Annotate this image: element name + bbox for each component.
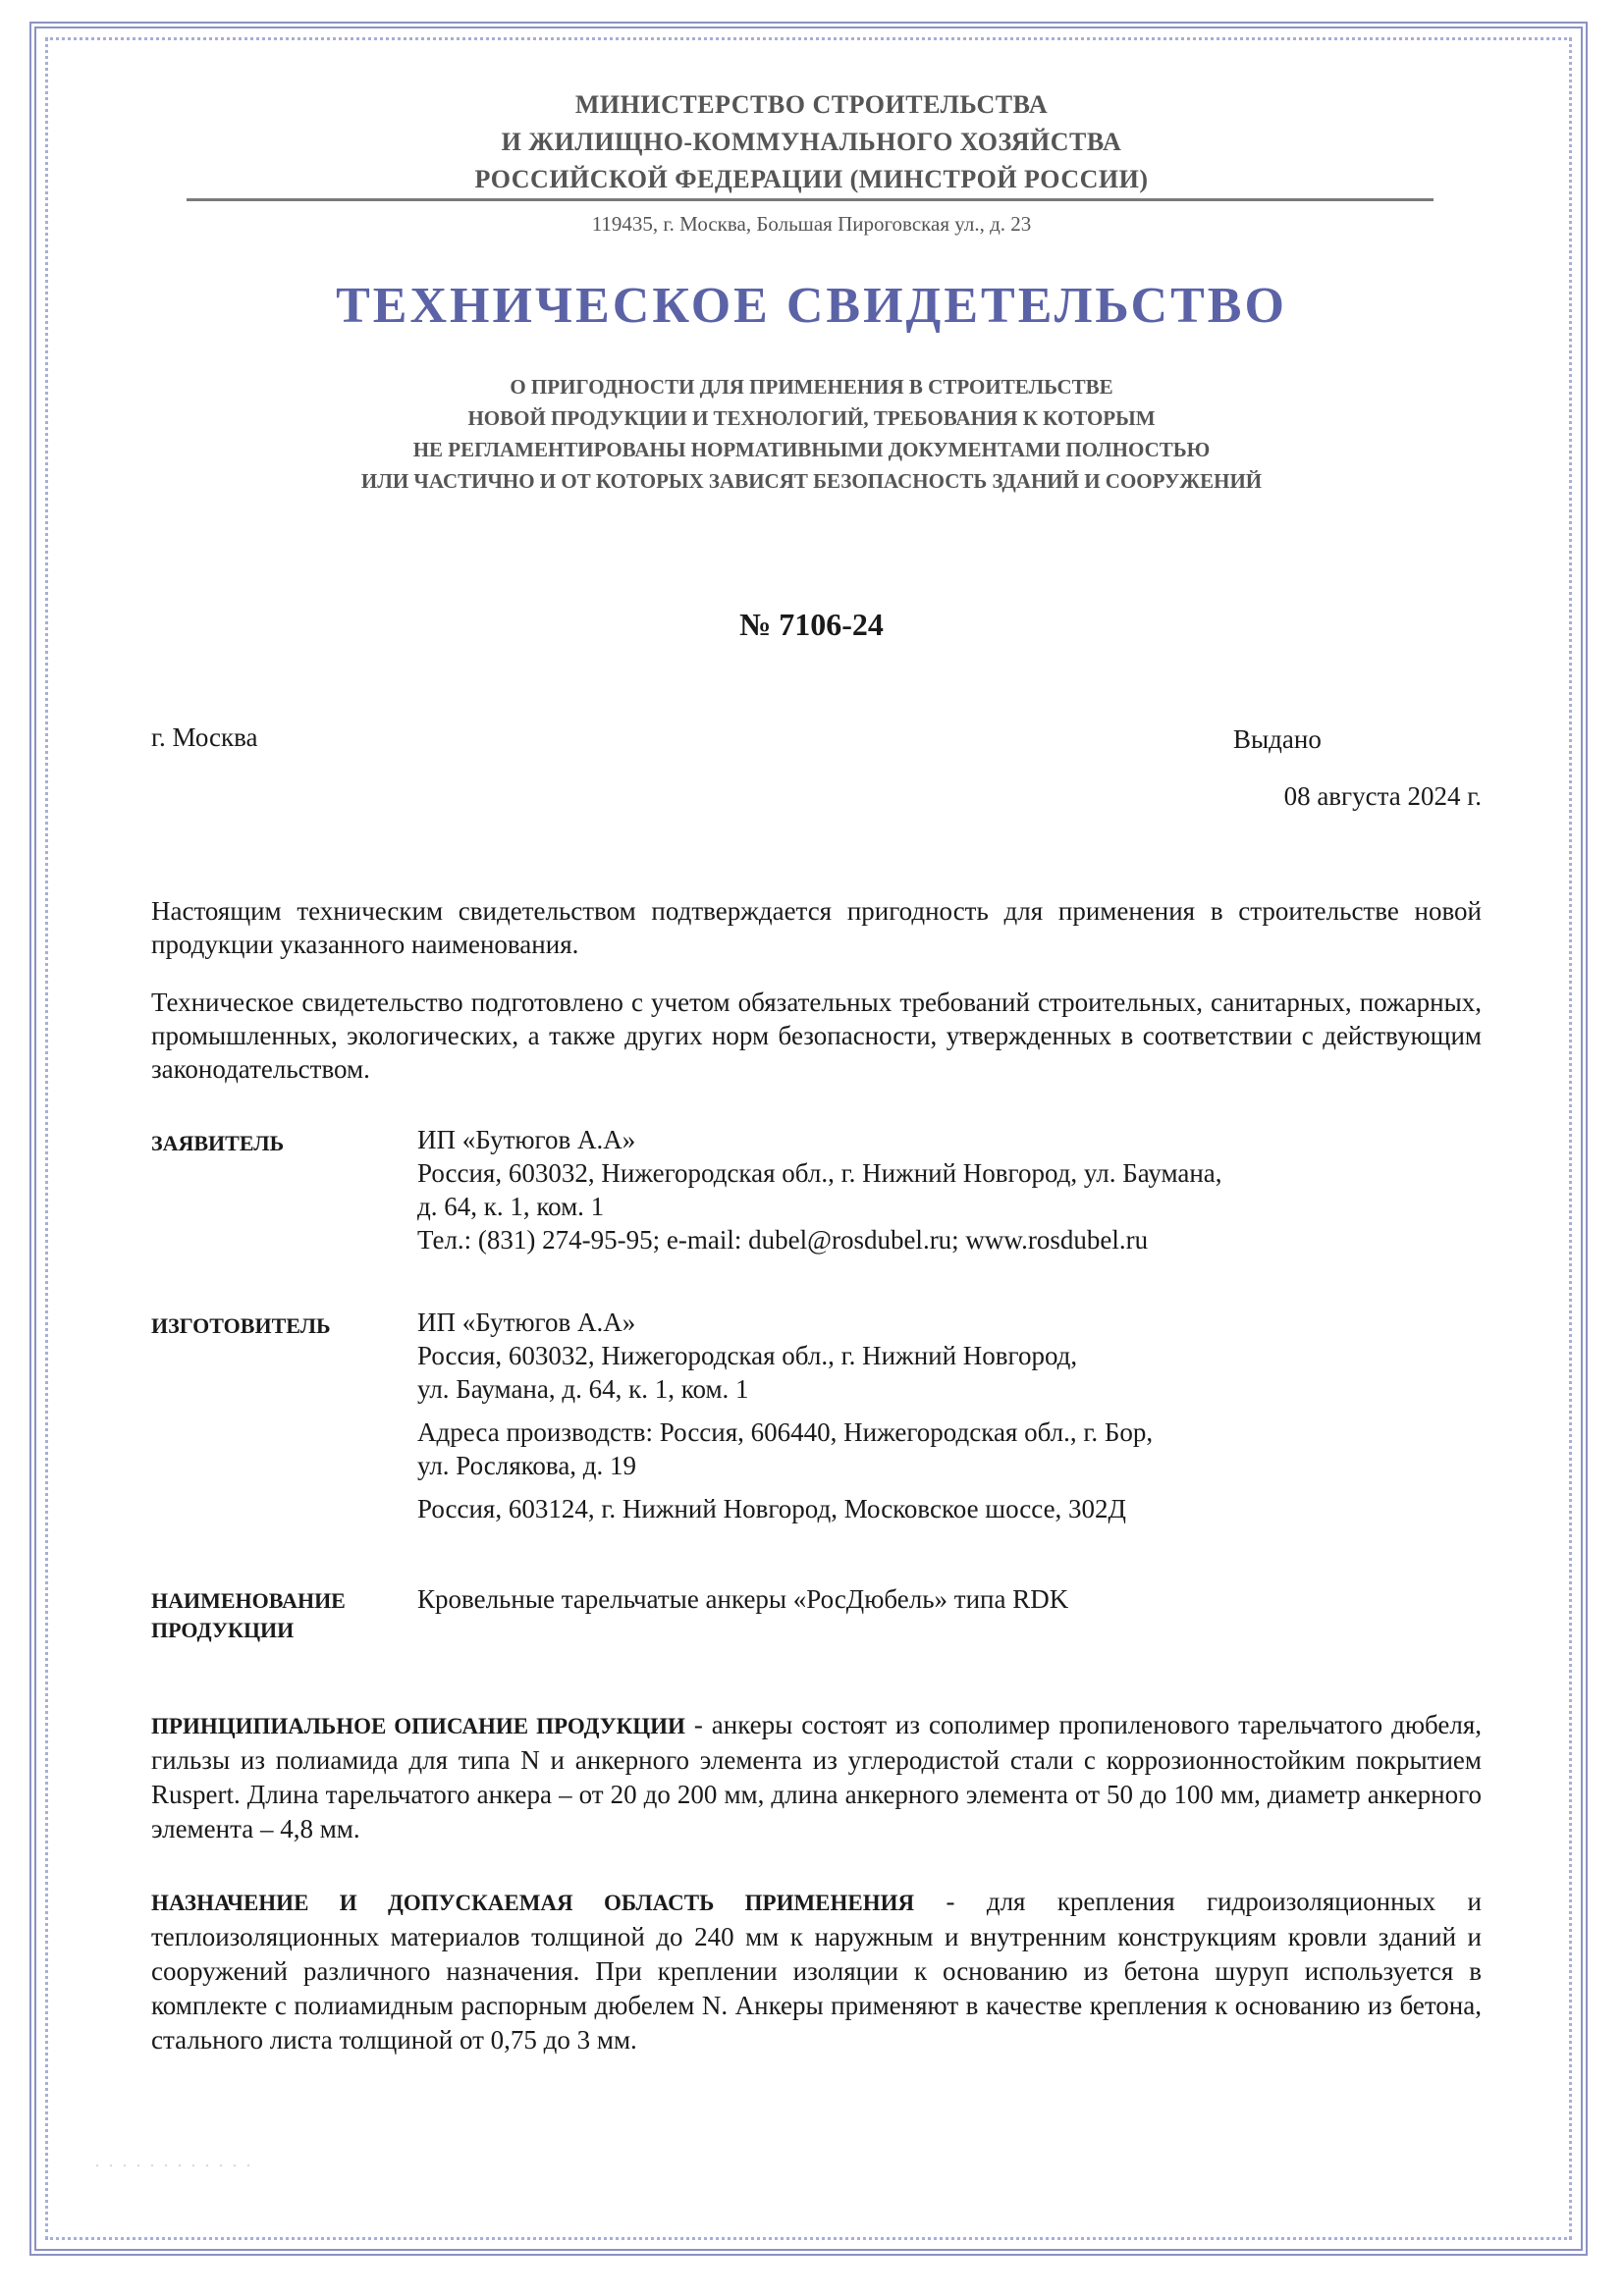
applicant-address: Россия, 603032, Нижегородская обл., г. Нижний Новгород, ул. Баумана,	[417, 1158, 1222, 1188]
subtitle-line: ИЛИ ЧАСТИЧНО И ОТ КОТОРЫХ ЗАВИСЯТ БЕЗОПАСНОСТЬ ЗДАНИЙ И СООРУЖЕНИЙ	[360, 469, 1263, 493]
description-label: ПРИНЦИПИАЛЬНОЕ ОПИСАНИЕ ПРОДУКЦИИ	[151, 1714, 685, 1738]
production-address: ул. Рослякова, д. 19	[417, 1451, 637, 1480]
subtitle-line: НЕ РЕГЛАМЕНТИРОВАНЫ НОРМАТИВНЫМИ ДОКУМЕНТАМИ ПОЛНОСТЬЮ	[412, 438, 1211, 461]
product-label-line: НАИМЕНОВАНИЕ	[151, 1588, 346, 1613]
production-address: Россия, 603124, г. Нижний Новгород, Московское шоссе, 302Д	[417, 1494, 1126, 1523]
manufacturer-address: Россия, 603032, Нижегородская обл., г. Нижний Новгород,	[417, 1341, 1078, 1370]
issued-date: 08 августа 2024 г.	[1283, 781, 1482, 811]
scan-artifact	[90, 2160, 257, 2171]
applicant-address: д. 64, к. 1, ком. 1	[417, 1192, 605, 1221]
applicant-label: ЗАЯВИТЕЛЬ	[151, 1131, 285, 1155]
manufacturer-details	[417, 1306, 1488, 1525]
ministry-line: МИНИСТЕРСТВО СТРОИТЕЛЬСТВА	[574, 90, 1049, 119]
product-label	[151, 1586, 397, 1645]
ministry-header	[0, 86, 1623, 198]
manufacturer-address: ул. Баумана, д. 64, к. 1, ком. 1	[417, 1374, 749, 1404]
manufacturer-name: ИП «Бутюгов А.А»	[417, 1308, 636, 1337]
ministry-line: РОССИЙСКОЙ ФЕДЕРАЦИИ (МИНСТРОЙ РОССИИ)	[474, 165, 1149, 193]
purpose-paragraph	[151, 1885, 1482, 2057]
purpose-text: - для крепления гидроизоляционных и теплоизоляционных материалов толщиной до 240 мм к наружным и внутренним конструкциям кровли зданий и сооружений различного назначения. При креплении изоляции к основанию из бетона шуруп используется в комплекте с полиамидным распорным дюбелем N. Анкеры применяют в качестве крепления к основанию из бетона, стального листа толщиной от 0,75 до 3 мм.	[151, 1887, 1482, 2055]
header-divider	[187, 198, 1434, 201]
applicant-name: ИП «Бутюгов А.А»	[417, 1125, 636, 1154]
applicant-contacts: Тел.: (831) 274-95-95; e-mail: dubel@rosdubel.ru; www.rosdubel.ru	[417, 1225, 1149, 1255]
description-text: - анкеры состоят из сополимер пропиленового тарельчатого дюбеля, гильзы из полиамида для типа N и анкерного элемента из углеродистой стали с коррозионностойким покрытием Ruspert. Длина тарельчатого анкера – от 20 до 200 мм, длина анкерного элемента от 50 до 100 мм, диаметр анкерного элемента – 4,8 мм.	[151, 1710, 1482, 1843]
ministry-line: И ЖИЛИЩНО-КОММУНАЛЬНОГО ХОЗЯЙСТВА	[501, 128, 1122, 156]
intro-paragraph: Техническое свидетельство подготовлено с учетом обязательных требований строительных, санитарных, пожарных, промышленных, экологических, а также других норм безопасности, утвержденных в соответствии с действующим законодательством.	[151, 988, 1482, 1084]
production-address: Адреса производств: Россия, 606440, Нижегородская обл., г. Бор,	[417, 1417, 1154, 1447]
ministry-address: 119435, г. Москва, Большая Пироговская ул., д. 23	[591, 212, 1032, 236]
product-label-line: ПРОДУКЦИИ	[151, 1618, 295, 1642]
issue-city: г. Москва	[151, 722, 258, 752]
subtitle-line: О ПРИГОДНОСТИ ДЛЯ ПРИМЕНЕНИЯ В СТРОИТЕЛЬСТВЕ	[510, 375, 1113, 399]
purpose-label: НАЗНАЧЕНИЕ И ДОПУСКАЕМАЯ ОБЛАСТЬ ПРИМЕНЕНИЯ	[151, 1891, 915, 1915]
certificate-number: № 7106-24	[739, 607, 884, 642]
description-paragraph	[151, 1708, 1482, 1846]
applicant-details	[417, 1123, 1488, 1256]
manufacturer-label: ИЗГОТОВИТЕЛЬ	[151, 1313, 331, 1338]
document-title: ТЕХНИЧЕСКОЕ СВИДЕТЕЛЬСТВО	[336, 278, 1287, 334]
document-subtitle	[0, 371, 1623, 497]
product-name: Кровельные тарельчатые анкеры «РосДюбель» типа RDK	[417, 1584, 1069, 1614]
subtitle-line: НОВОЙ ПРОДУКЦИИ И ТЕХНОЛОГИЙ, ТРЕБОВАНИЯ К КОТОРЫМ	[467, 406, 1156, 430]
issued-label: Выдано	[1233, 724, 1322, 754]
intro-paragraph: Настоящим техническим свидетельством подтверждается пригодность для применения в строительстве новой продукции указанного наименования.	[151, 896, 1482, 959]
